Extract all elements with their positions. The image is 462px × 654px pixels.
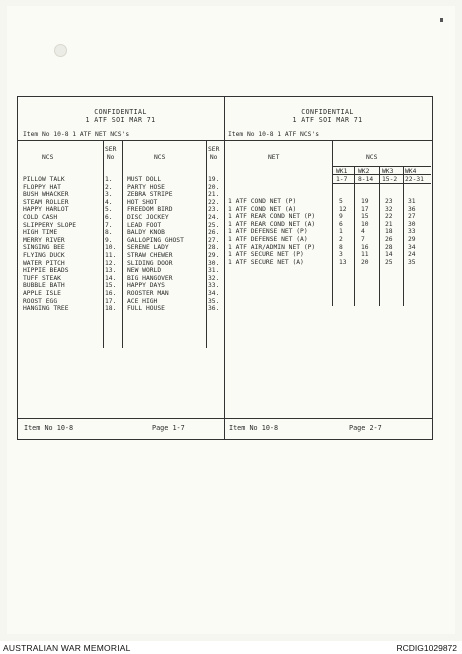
- col-header-net: NET: [268, 154, 280, 161]
- week-value: 18: [385, 228, 393, 236]
- ser-number: 25.: [208, 221, 220, 229]
- week-value: 9: [339, 213, 343, 221]
- net-name: 1 ATF AIR/ADMIN NET (P): [228, 243, 316, 251]
- right-classification: CONFIDENTIAL: [301, 108, 354, 116]
- week-range: 15-2: [382, 176, 398, 183]
- weeks-rule: [332, 166, 431, 167]
- ncs-callsign: PARTY HOSE: [127, 183, 165, 191]
- ncs-callsign: BALDY KNOB: [127, 229, 165, 237]
- punch-hole: [54, 44, 67, 57]
- week-value: 11: [361, 251, 369, 259]
- ser-number: 21.: [208, 191, 220, 199]
- col-divider: [122, 140, 123, 348]
- page-divider: [224, 96, 225, 439]
- net-list: [228, 198, 315, 266]
- week-label: WK2: [358, 168, 370, 175]
- week-value: 14: [385, 251, 393, 259]
- ser-number: 20.: [208, 183, 220, 191]
- ser-number: 26.: [208, 229, 220, 237]
- col-header-ser: SER No: [105, 146, 117, 161]
- ncs-callsign: HOT SHOT: [127, 198, 158, 206]
- net-name: 1 ATF SECURE NET (A): [228, 258, 304, 266]
- ncs-callsign: COLD CASH: [23, 213, 58, 221]
- ncs-callsign: WATER PITCH: [23, 259, 65, 267]
- ser-number: 12.: [105, 259, 117, 267]
- archive-name: AUSTRALIAN WAR MEMORIAL: [3, 643, 131, 653]
- left-classification: CONFIDENTIAL: [94, 108, 147, 116]
- net-name: 1 ATF COND NET (P): [228, 198, 297, 205]
- week-value: 26: [385, 236, 393, 243]
- ser-number: 29.: [208, 251, 220, 259]
- week-value: 29: [408, 236, 416, 243]
- col-divider: [103, 140, 104, 348]
- ser-list-b: [208, 176, 219, 313]
- ncs-callsign: TUFF STEAK: [23, 274, 61, 282]
- week-value: 21: [385, 220, 393, 228]
- ncs-callsign: MERRY RIVER: [23, 236, 65, 244]
- ncs-callsign: SLIPPERY SLOPE: [23, 221, 77, 229]
- col-header-ncs-2: NCS: [154, 154, 166, 161]
- ser-number: 33.: [208, 282, 220, 290]
- ser-number: 6.: [105, 213, 113, 221]
- week-value: 1: [339, 228, 343, 236]
- week-value: 6: [339, 220, 343, 228]
- week-value: 27: [408, 213, 416, 221]
- week-value: 10: [361, 220, 369, 228]
- footer-rule: [17, 418, 432, 419]
- week-value: 20: [361, 258, 369, 266]
- ncs-callsign: STRAW CHEWER: [127, 251, 173, 259]
- week-range: 22-31: [405, 176, 424, 183]
- week-value: 17: [361, 205, 369, 213]
- ser-number: 17.: [105, 297, 117, 305]
- week-value: 5: [339, 198, 343, 205]
- week-value: 30: [408, 220, 416, 228]
- ser-number: 18.: [105, 305, 117, 313]
- ncs-callsign: FULL HOUSE: [127, 305, 165, 313]
- ncs-callsign: ZEBRA STRIPE: [127, 191, 173, 199]
- week-value: 24: [408, 251, 416, 259]
- week-value: 8: [339, 243, 343, 251]
- left-item-line: Item No 10-8 1 ATF NET NCS's: [23, 131, 130, 138]
- ncs-callsign: GALLOPING GHOST: [127, 236, 184, 244]
- ser-number: 11.: [105, 251, 117, 259]
- col-divider: [354, 166, 355, 306]
- ser-number: 24.: [208, 213, 220, 221]
- col-divider: [332, 140, 333, 306]
- left-reference: 1 ATF SOI MAR 71: [85, 116, 156, 124]
- ser-number: 30.: [208, 259, 220, 267]
- left-footer-page: Page 1-7: [152, 424, 185, 432]
- ser-number: 15.: [105, 282, 117, 290]
- ncs-callsign: FLYING DUCK: [23, 251, 65, 259]
- ser-number: 1.: [105, 176, 113, 183]
- col-header-ncs: NCS: [42, 154, 54, 161]
- ser-number: 23.: [208, 206, 220, 214]
- week-value: 31: [408, 198, 416, 205]
- right-footer-item: Item No 10-8: [229, 424, 279, 432]
- page-mark: [440, 18, 443, 22]
- ncs-list-a: [23, 176, 76, 313]
- week-value: 22: [385, 213, 393, 221]
- week-value: 4: [361, 228, 365, 236]
- ser-number: 36.: [208, 305, 220, 313]
- week-label: WK4: [405, 168, 417, 175]
- ncs-callsign: MUST DOLL: [127, 176, 162, 183]
- col-divider: [206, 140, 207, 348]
- ser-number: 2.: [105, 183, 113, 191]
- ser-number: 7.: [105, 221, 113, 229]
- week-value: 35: [408, 258, 416, 266]
- week-value: 32: [385, 205, 393, 213]
- ncs-callsign: ROOSTER MAN: [127, 289, 169, 297]
- ncs-callsign: FREEDOM BIRD: [127, 206, 173, 214]
- ser-number: 14.: [105, 274, 117, 282]
- ser-number: 35.: [208, 297, 220, 305]
- ncs-callsign: APPLE ISLE: [23, 289, 61, 297]
- right-footer-page: Page 2-7: [349, 424, 382, 432]
- ncs-callsign: SLIDING DOOR: [127, 259, 173, 267]
- ncs-callsign: FLOPPY HAT: [23, 183, 61, 191]
- week-range: 8-14: [358, 176, 374, 183]
- week-value: 3: [339, 251, 343, 259]
- col-divider: [403, 166, 404, 306]
- week-value: 2: [339, 236, 343, 243]
- ser-number: 9.: [105, 236, 113, 244]
- week-value: 19: [361, 198, 369, 205]
- col-divider: [379, 166, 380, 306]
- week-value: 36: [408, 205, 416, 213]
- col-header-ncs-weeks: NCS: [366, 154, 378, 161]
- header-rule: [17, 140, 432, 141]
- ncs-callsign: NEW WORLD: [127, 267, 162, 275]
- week-value: 13: [339, 258, 347, 266]
- ser-list-a: [105, 176, 116, 313]
- ser-number: 5.: [105, 206, 113, 214]
- ncs-callsign: BUBBLE BATH: [23, 282, 65, 290]
- week-value: 15: [361, 213, 369, 221]
- week-value: 12: [339, 205, 347, 213]
- ncs-callsign: ROOST EGG: [23, 297, 58, 305]
- ncs-callsign: HIGH TIME: [23, 229, 58, 237]
- ncs-callsign: ACE HIGH: [127, 297, 158, 305]
- left-footer-item: Item No 10-8: [24, 424, 74, 432]
- week-label: WK3: [382, 168, 394, 175]
- net-name: 1 ATF REAR COND NET (P): [228, 213, 316, 221]
- net-name: 1 ATF COND NET (A): [228, 205, 297, 213]
- net-name: 1 ATF DEFENSE NET (P): [228, 228, 308, 236]
- ser-number: 22.: [208, 198, 220, 206]
- archive-id: RCDIG1029872: [396, 643, 457, 653]
- ncs-callsign: LEAD FOOT: [127, 221, 162, 229]
- ncs-callsign: HAPPY HARLOT: [23, 206, 69, 214]
- net-name: 1 ATF DEFENSE NET (A): [228, 235, 308, 243]
- week-value: 33: [408, 228, 416, 236]
- week-value: 34: [408, 243, 416, 251]
- week-value: 28: [385, 243, 393, 251]
- ser-number: 19.: [208, 176, 220, 183]
- ser-number: 10.: [105, 244, 117, 252]
- ncs-callsign: HANGING TREE: [23, 305, 69, 313]
- ser-number: 34.: [208, 289, 220, 297]
- net-name: 1 ATF REAR COND NET (A): [228, 220, 316, 228]
- ncs-callsign: STEAM ROLLER: [23, 198, 69, 206]
- ser-number: 31.: [208, 267, 220, 275]
- col-header-ser-2: SER No: [208, 146, 220, 161]
- ncs-callsign: HAPPY DAYS: [127, 282, 165, 290]
- ser-number: 28.: [208, 244, 220, 252]
- week-range: 1-7: [336, 176, 348, 183]
- ser-number: 32.: [208, 274, 220, 282]
- ser-number: 16.: [105, 289, 117, 297]
- right-reference: 1 ATF SOI MAR 71: [292, 116, 363, 124]
- ncs-callsign: PILLOW TALK: [23, 176, 65, 183]
- ncs-callsign: BUSH WHACKER: [23, 191, 69, 199]
- ncs-callsign: DISC JOCKEY: [127, 213, 169, 221]
- week-value: 25: [385, 258, 393, 266]
- right-item-line: Item No 10-8 1 ATF NCS's: [228, 131, 319, 138]
- ncs-list-b: [127, 176, 184, 313]
- week-value: 16: [361, 243, 369, 251]
- table-frame: [17, 96, 433, 440]
- ser-number: 3.: [105, 191, 113, 199]
- ser-number: 4.: [105, 198, 113, 206]
- net-name: 1 ATF SECURE NET (P): [228, 251, 304, 259]
- week-label: WK1: [336, 168, 348, 175]
- ser-number: 8.: [105, 229, 113, 237]
- week-value: 23: [385, 198, 393, 205]
- ser-number: 27.: [208, 236, 220, 244]
- week-value: 7: [361, 236, 365, 243]
- ncs-callsign: BIG HANGOVER: [127, 274, 173, 282]
- ncs-callsign: SINGING BEE: [23, 244, 65, 252]
- archive-footer: [0, 641, 462, 654]
- ncs-callsign: HIPPIE BEADS: [23, 267, 69, 275]
- ser-number: 13.: [105, 267, 117, 275]
- ncs-callsign: SERENE LADY: [127, 244, 169, 252]
